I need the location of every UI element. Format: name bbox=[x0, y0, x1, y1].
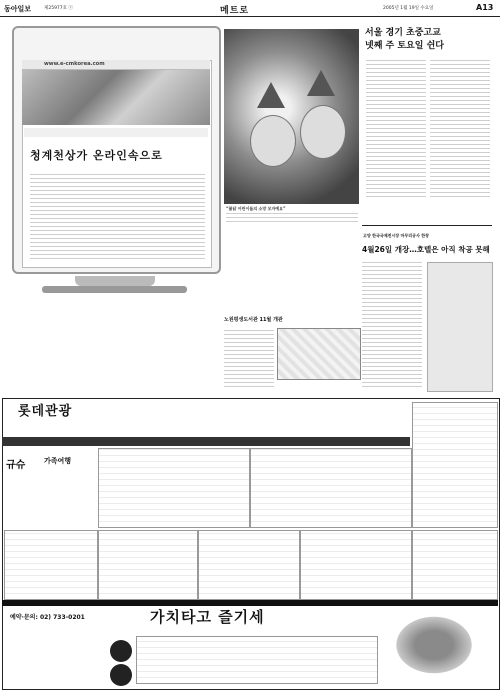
ad-price-table-1 bbox=[98, 448, 250, 528]
issue-number: 제25977호 ⓒ bbox=[44, 6, 73, 11]
page-number: A13 bbox=[476, 3, 494, 12]
exhibition-subhead: 고양 한국국제전시장 마무리공사 한창 bbox=[363, 233, 430, 238]
paper-hat-right bbox=[307, 70, 335, 96]
monitor-stand bbox=[75, 276, 155, 286]
ad-region-table-1 bbox=[4, 530, 98, 600]
kids-photo-caption bbox=[226, 213, 358, 225]
section-title: 메트로 bbox=[220, 6, 250, 16]
ad-contact: 예약·문의: 02) 733-0201 bbox=[10, 614, 85, 621]
right-article-col2 bbox=[430, 60, 490, 200]
issue-date: 2005년 1월 19일 수요일 bbox=[383, 6, 434, 11]
paper-name: 동아일보 bbox=[4, 5, 32, 13]
right-headline bbox=[365, 27, 444, 53]
ad-promo-subtitle: 가족여행 bbox=[44, 457, 72, 465]
market-photo bbox=[22, 70, 210, 125]
ad-region-table-2 bbox=[98, 530, 198, 600]
section-divider bbox=[362, 225, 492, 226]
main-article-body bbox=[30, 172, 205, 262]
ad-promo-title: 규슈 bbox=[6, 460, 26, 471]
ad-region-table-5 bbox=[412, 530, 498, 600]
ad-badge-1 bbox=[110, 640, 132, 662]
ad-region-table-3 bbox=[198, 530, 300, 600]
ad-region-table-4 bbox=[300, 530, 412, 600]
photo-caption-block bbox=[24, 128, 208, 137]
ad-side-table bbox=[412, 402, 498, 528]
ad-slogan: 가치타고 즐기세 bbox=[150, 608, 265, 626]
paper-hat-left bbox=[257, 82, 285, 108]
library-headline: 노원평생도서관 11월 개관 bbox=[224, 317, 283, 323]
exhibition-headline: 4월26일 개장…호텔은 아직 착공 못해 bbox=[362, 245, 490, 254]
ad-badge-2 bbox=[110, 664, 132, 686]
ad-top-stripe bbox=[2, 437, 410, 446]
exhibition-schedule-table bbox=[427, 262, 493, 392]
exhibition-body-col1 bbox=[362, 262, 422, 390]
library-body bbox=[224, 328, 274, 390]
website-url: www.e-cmkorea.com bbox=[44, 61, 105, 67]
right-headline-line1: 서울 경기 초중고교 bbox=[365, 28, 441, 38]
ad-region-map bbox=[390, 612, 478, 678]
location-map bbox=[277, 328, 361, 380]
right-headline-line2: 넷째 주 토요일 쉰다 bbox=[365, 41, 444, 51]
child-face-right bbox=[300, 105, 346, 159]
ad-price-table-2 bbox=[250, 448, 412, 528]
monitor-base bbox=[42, 286, 187, 293]
kids-photo-caption-title: “붉닭 어린이들의 소망 모자예요” bbox=[226, 206, 286, 211]
right-article-col1 bbox=[366, 60, 426, 200]
main-headline: 청계천상가 온라인속으로 bbox=[30, 149, 163, 162]
child-face-left bbox=[250, 115, 296, 167]
ad-bottom-table bbox=[136, 636, 378, 684]
ad-brand: 롯데관광 bbox=[18, 404, 73, 419]
